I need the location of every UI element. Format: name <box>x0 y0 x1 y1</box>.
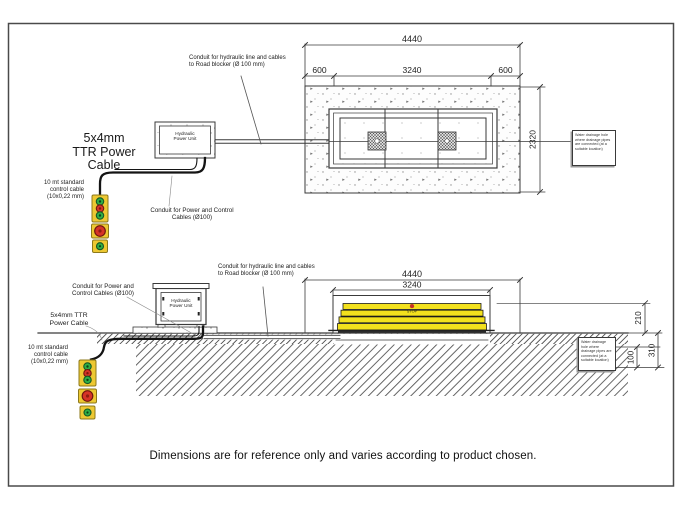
side-soil <box>136 344 628 396</box>
red-button-icon <box>96 205 103 212</box>
plan-control-pendant <box>92 195 109 253</box>
reference-caption: Dimensions are for reference only and varies according to product chosen. <box>149 450 537 462</box>
green-button-icon <box>96 198 103 205</box>
plan-label-power-conduit: Conduit for Power and Control Cables (Ø100) <box>150 207 234 222</box>
side-hpu-label: Hydraulic Power Unit <box>169 298 193 309</box>
plan-cylinder-anchor-left <box>368 132 386 150</box>
emergency-stop-button-icon <box>95 226 106 237</box>
plan-leader-power-conduit <box>169 176 172 206</box>
plan-drainage-note: Water drainage hole where drainage pipes are connected (at a suitable location) <box>572 130 616 166</box>
plan-dim-blocker: 3240 <box>402 65 422 75</box>
side-label-control-cable: 10 mt standard control cable (10x0,22 mm) <box>27 345 68 365</box>
side-label-power-cable: 5x4mm TTR Power Cable <box>49 312 89 327</box>
side-dim-blocker: 3240 <box>402 279 422 290</box>
side-road-blocker <box>329 304 494 333</box>
side-label-power-conduit: Conduit for Power and Control Cables (Ø100) <box>72 283 134 298</box>
green-button-icon <box>84 409 91 416</box>
plan-label-control-cable: 10 mt standard control cable (10x0,22 mm) <box>43 180 84 200</box>
side-dim-foundation-top: 100 <box>626 350 636 365</box>
side-drainage-note: Water drainage hole where drainage pipes are connected (at a suitable location) <box>578 337 616 371</box>
plan-dim-edge-left: 600 <box>312 65 327 75</box>
green-button-icon <box>96 212 103 219</box>
plan-dim-overall: 4440 <box>401 34 423 44</box>
side-control-pendant <box>79 360 97 419</box>
side-dim-foundation-depth: 310 <box>647 343 657 358</box>
plan-dim-edge-right: 600 <box>498 65 513 75</box>
plan-cylinder-anchor-right <box>438 132 456 150</box>
side-dim-above-road: 210 <box>634 311 643 325</box>
emergency-stop-button-icon <box>82 391 93 402</box>
plan-leader-hydraulic-conduit <box>241 76 261 144</box>
side-leader-hydraulic-conduit <box>263 287 268 336</box>
side-dim-overall: 4440 <box>401 269 423 279</box>
plan-hpu-label: Hydraulic Power Unit <box>173 131 197 142</box>
green-button-icon <box>97 243 104 250</box>
side-label-hydraulic-conduit: Conduit for hydraulic line and cables to Road blocker (Ø 100 mm) <box>218 264 315 278</box>
green-button-icon <box>84 376 91 383</box>
svg-text:STOP: STOP <box>406 309 418 314</box>
plan-dim-depth: 2320 <box>527 130 538 149</box>
plan-label-power-cable: 5x4mm TTR Power Cable <box>72 131 136 172</box>
plan-label-hydraulic-conduit: Conduit for hydraulic line and cables to Road blocker (Ø 100 mm) <box>189 55 286 69</box>
